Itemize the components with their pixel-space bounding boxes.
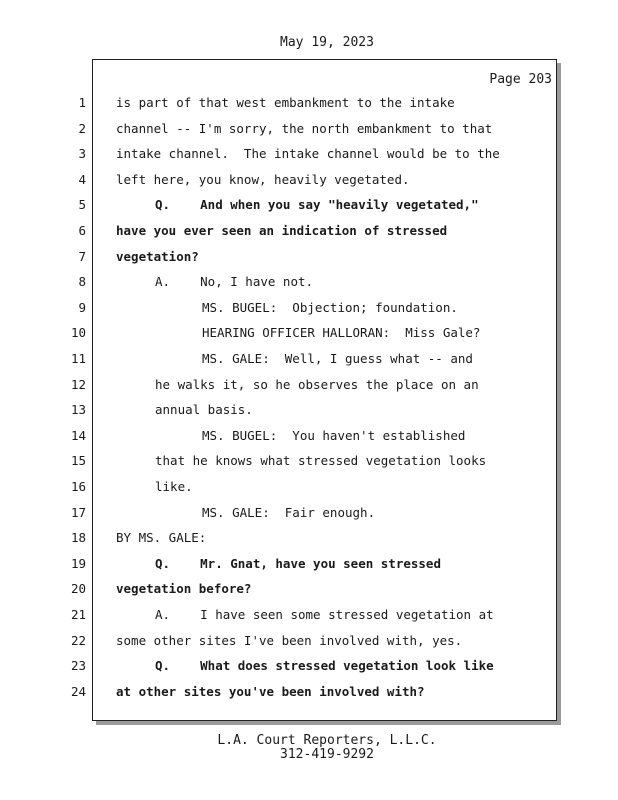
transcript-line [0,298,618,318]
line-number: 2 [78,120,86,136]
line-text: vegetation before? [116,581,252,597]
line-text: HEARING OFFICER HALLORAN: Miss Gale? [202,325,481,341]
line-text: is part of that west embankment to the intake [116,95,455,110]
line-text: MS. GALE: Fair enough. [202,504,376,520]
line-number: 23 [70,658,86,674]
line-text: Q. And when you say "heavily vegetated," [155,197,479,213]
line-text: BY MS. GALE: [116,530,207,546]
transcript-line [0,93,618,113]
line-number: 15 [70,453,86,469]
transcript-line [0,682,618,702]
transcript-line [0,375,618,395]
line-text: he walks it, so he observes the place on an [155,376,479,392]
line-text: have you ever seen an indication of stressed [116,223,448,238]
transcript-line [0,170,618,190]
line-number: 24 [70,683,86,699]
line-number: 14 [70,427,86,443]
transcript-line [0,195,618,215]
line-text: left here, you know, heavily vegetated. [116,171,410,187]
line-text: MS. GALE: Well, I guess what -- and [202,351,473,366]
transcript-line [0,144,618,164]
transcript-line [0,221,618,241]
transcript-line [0,554,618,574]
line-number: 11 [70,351,86,366]
line-number: 21 [70,607,86,622]
header-date: May 19, 2023 [280,35,374,50]
line-number: 3 [78,146,86,162]
transcript-line [0,477,618,497]
line-number: 1 [78,95,86,110]
line-number: 16 [70,479,86,494]
line-number: 18 [70,530,86,546]
transcript-line [0,631,618,651]
line-text: Q. What does stressed vegetation look like [155,658,494,674]
line-text: some other sites I've been involved with, yes. [116,632,463,648]
line-number: 13 [70,402,86,418]
transcript-line [0,323,618,343]
line-number: 5 [78,197,86,213]
line-number: 22 [70,632,86,648]
transcript-line [0,400,618,420]
line-text: that he knows what stressed vegetation looks [155,453,487,469]
transcript-line [0,528,618,548]
line-number: 17 [70,504,86,520]
line-text: MS. BUGEL: You haven't established [202,427,466,443]
line-text: MS. BUGEL: Objection; foundation. [202,299,458,315]
line-text: A. No, I have not. [155,274,314,290]
page-number: Page 203 [489,72,552,87]
transcript-line [0,656,618,676]
transcript-line [0,426,618,446]
footer-phone: 312-419-9292 [280,747,374,762]
line-number: 4 [78,171,86,187]
line-text: Q. Mr. Gnat, have you seen stressed [155,555,441,571]
line-text: like. [155,479,193,494]
transcript-line [0,119,618,139]
transcript-line [0,503,618,523]
transcript-line [0,605,618,625]
line-text: intake channel. The intake channel would be to the [116,146,500,162]
line-text: at other sites you've been involved with? [116,683,425,699]
line-number: 10 [70,325,86,341]
line-number: 12 [70,376,86,392]
line-number: 8 [78,274,86,290]
line-text: A. I have seen some stressed vegetation at [155,607,494,622]
transcript-line [0,247,618,267]
transcript-line [0,272,618,292]
transcript-line [0,451,618,471]
transcript-line [0,349,618,369]
line-text: vegetation? [116,248,199,264]
transcript-line [0,579,618,599]
line-text: annual basis. [155,402,253,418]
footer-company: L.A. Court Reporters, L.L.C. [217,733,437,748]
line-number: 9 [78,299,86,315]
line-number: 20 [70,581,86,597]
line-number: 19 [70,555,86,571]
line-number: 6 [78,223,86,238]
line-text: channel -- I'm sorry, the north embankment to that [116,120,493,136]
line-number: 7 [78,248,86,264]
